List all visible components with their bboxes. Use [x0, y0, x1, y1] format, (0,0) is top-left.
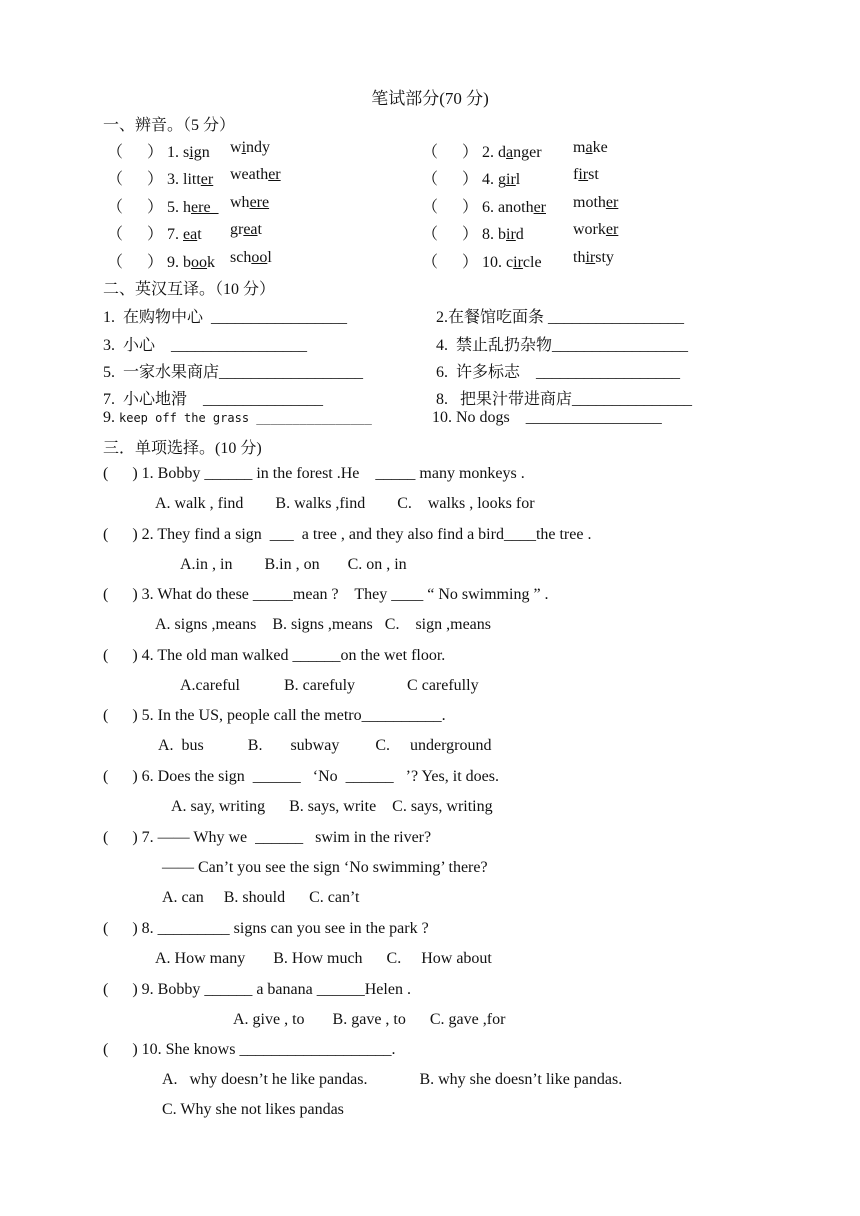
translation-item-7: 7. 小心地滑 _______________ [103, 391, 324, 408]
question-7: ( ) 7. —— Why we ______ swim in the river? [103, 829, 432, 846]
answer-blank[interactable]: （ ） 8. [422, 226, 499, 243]
question-10-options-2: C. Why she not likes pandas [162, 1101, 344, 1118]
question-6-options: A. say, writing B. says, write C. says, writing [171, 798, 493, 815]
answer-blank[interactable]: （ ） 1. [107, 144, 184, 161]
section1-heading: 一、辨音。（5 分） [103, 117, 236, 134]
translation-item-9-text: keep off the grass ________________ [119, 411, 372, 425]
answer-blank[interactable]: （ ） 3. [107, 171, 184, 188]
phonics-item-1 [107, 139, 271, 162]
phonics-item-4 [422, 166, 599, 189]
word-b: weather [230, 166, 281, 183]
answer-blank[interactable]: （ ） 7. [107, 226, 184, 243]
translation-item-2: 2.在餐馆吃面条 _________________ [436, 309, 685, 326]
word-b: worker [573, 221, 619, 238]
question-8-options: A. How many B. How much C. How about [155, 950, 492, 967]
word-a: litter [183, 171, 214, 188]
answer-blank[interactable]: （ ） 2. [422, 144, 499, 161]
phonics-item-3 [107, 166, 281, 189]
question-4-options: A.careful B. carefuly C carefully [180, 677, 479, 694]
word-a: eat [183, 226, 202, 243]
word-a: here [183, 199, 219, 216]
word-a: girl [498, 171, 521, 188]
word-a: danger [498, 144, 542, 161]
question-7-options: —— Can’t you see the sign ‘No swimming’ there? [162, 859, 488, 876]
word-b: thirsty [573, 249, 614, 266]
translation-item-6: 6. 许多标志 __________________ [436, 364, 681, 381]
phonics-item-9 [107, 249, 272, 272]
phonics-item-10 [422, 249, 614, 272]
question-10: ( ) 10. She knows ___________________. [103, 1041, 396, 1058]
word-a: sign [183, 144, 210, 161]
word-b: first [573, 166, 599, 183]
phonics-item-6 [422, 194, 619, 217]
phonics-item-8 [422, 221, 619, 244]
answer-blank[interactable]: （ ） 10. [422, 254, 507, 271]
question-1-options: A. walk , find B. walks ,find C. walks , looks for [155, 495, 535, 512]
word-b: school [230, 249, 272, 266]
answer-blank[interactable]: （ ） 5. [107, 199, 184, 216]
translation-item-5: 5. 一家水果商店__________________ [103, 364, 364, 381]
translation-item-9 [103, 409, 372, 427]
word-a: another [498, 199, 546, 216]
word-b: great [230, 221, 262, 238]
answer-blank[interactable]: （ ） 6. [422, 199, 499, 216]
question-4: ( ) 4. The old man walked ______on the wet floor. [103, 647, 446, 664]
question-9-options: A. give , to B. gave , to C. gave ,for [233, 1011, 506, 1028]
translation-item-8: 8. 把果汁带进商店_______________ [436, 391, 693, 408]
phonics-item-7 [107, 221, 262, 244]
word-b: windy [230, 139, 271, 156]
translation-item-4: 4. 禁止乱扔杂物_________________ [436, 337, 689, 354]
translation-item-3: 3. 小心 _________________ [103, 337, 308, 354]
question-2: ( ) 2. They find a sign ___ a tree , and they also find a bird____the tree . [103, 526, 592, 543]
answer-blank[interactable]: （ ） 4. [422, 171, 499, 188]
section3-heading: 三．单项选择。(10 分) [103, 440, 262, 457]
word-b: where [230, 194, 270, 211]
question-1: ( ) 1. Bobby ______ in the forest .He _____ many monkeys . [103, 465, 525, 482]
question-5: ( ) 5. In the US, people call the metro__________. [103, 707, 446, 724]
question-5-options: A. bus B. subway C. underground [158, 737, 492, 754]
page-title: 笔试部分(70 分) [371, 89, 489, 108]
phonics-item-5 [107, 194, 270, 217]
question-8: ( ) 8. _________ signs can you see in the park ? [103, 920, 429, 937]
answer-blank[interactable]: （ ） 9. [107, 254, 184, 271]
word-b: make [573, 139, 608, 156]
question-2-options: A.in , in B.in , on C. on , in [180, 556, 407, 573]
question-6: ( ) 6. Does the sign ______ ‘No ______ ’? Yes, it does. [103, 768, 499, 785]
question-10-options: A. why doesn’t he like pandas. B. why she doesn’t like pandas. [162, 1071, 623, 1088]
word-a: book [183, 254, 216, 271]
word-a: bird [498, 226, 524, 243]
word-a: circle [506, 254, 542, 271]
word-b: mother [573, 194, 619, 211]
translation-item-1: 1. 在购物中心 _________________ [103, 309, 348, 326]
question-9: ( ) 9. Bobby ______ a banana ______Helen . [103, 981, 411, 998]
translation-item-9-num: 9. [103, 409, 119, 426]
translation-item-10: 10. No dogs _________________ [432, 409, 662, 426]
phonics-item-2 [422, 139, 608, 162]
question-3: ( ) 3. What do these _____mean ? They ____ “ No swimming ” . [103, 586, 549, 603]
question-3-options: A. signs ,means B. signs ,means C. sign ,means [155, 616, 491, 633]
section2-heading: 二、英汉互译。（10 分） [103, 281, 276, 298]
question-7-options-2: A. can B. should C. can’t [162, 889, 360, 906]
